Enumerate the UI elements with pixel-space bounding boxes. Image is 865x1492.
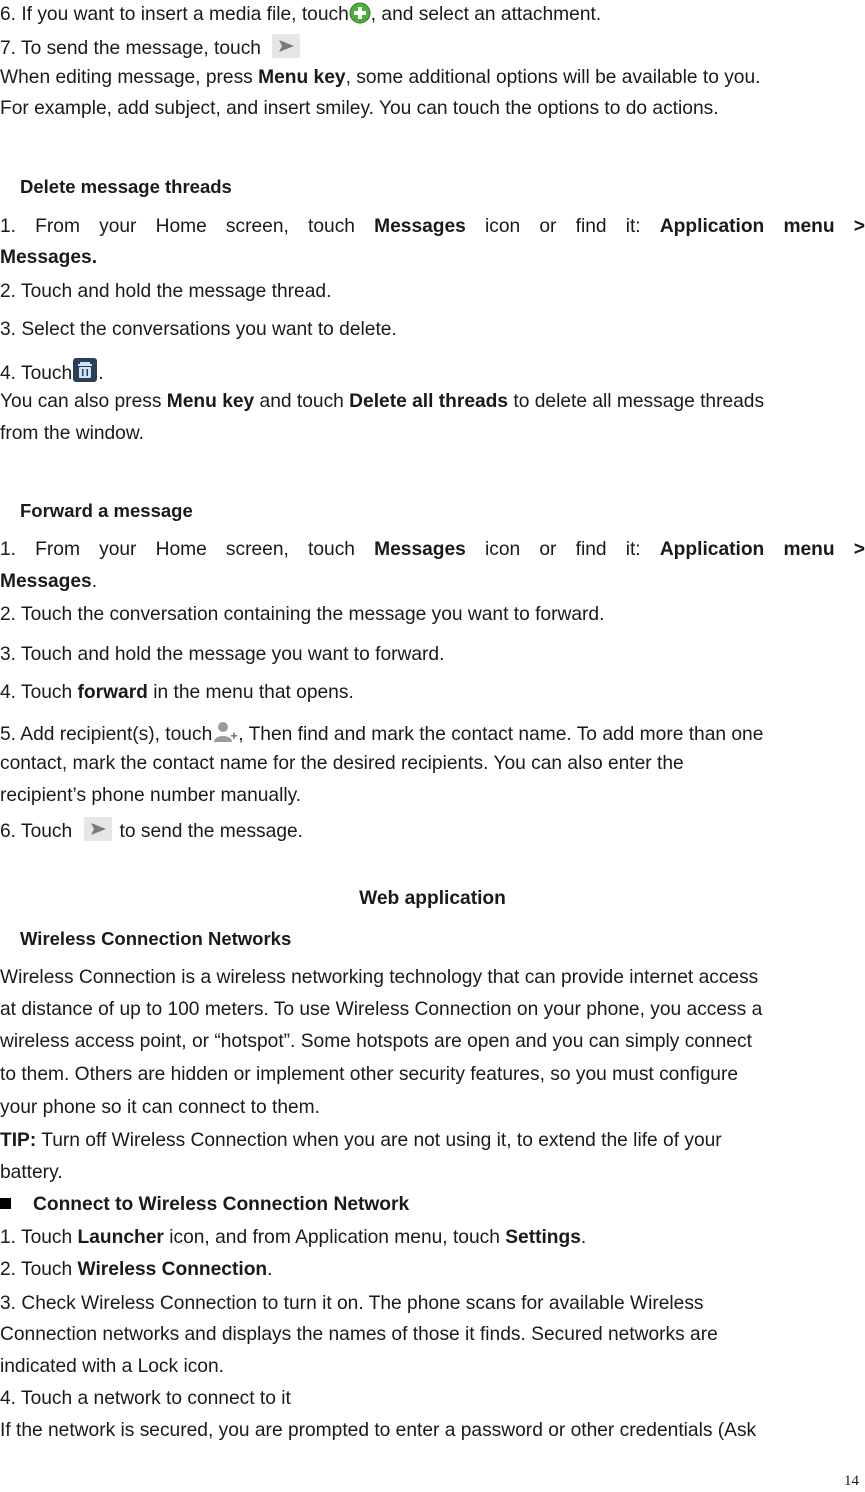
- wireless-para-3: wireless access point, or “hotspot”. Some hotspots are open and you can simply connect: [0, 1031, 752, 1052]
- add-attachment-icon: [349, 2, 371, 31]
- forward-step-5-cont-2: recipient’s phone number manually.: [0, 785, 302, 806]
- connect-step-1: 1. Touch Launcher icon, and from Application menu, touch Settings.: [0, 1227, 587, 1248]
- delete-step-1: 1. From your Home screen, touch Messages icon or find it: Application menu >: [0, 216, 865, 237]
- forward-step-5-cont-1: contact, mark the contact name for the desired recipients. You can also enter the: [0, 753, 684, 774]
- tip-line: TIP: Turn off Wireless Connection when you are not using it, to extend the life of your: [0, 1130, 722, 1151]
- section-title: Web application: [359, 888, 506, 909]
- send-icon: [272, 34, 300, 65]
- intro-line-3: When editing message, press Menu key, some additional options will be available to you.: [0, 67, 761, 88]
- square-bullet-icon: [0, 1198, 11, 1209]
- delete-step-4: 4. Touch .: [0, 357, 865, 390]
- delete-step-1-cont: Messages.: [0, 247, 98, 268]
- delete-tip-line: You can also press Menu key and touch Delete all threads to delete all message threads: [0, 391, 765, 412]
- delete-step-2: 2. Touch and hold the message thread.: [0, 281, 332, 302]
- tip-line-cont: battery.: [0, 1162, 63, 1183]
- connect-step-3-cont-2: indicated with a Lock icon.: [0, 1356, 224, 1377]
- forward-step-6: 6. Touch to send the message.: [0, 817, 865, 848]
- connect-step-2: 2. Touch Wireless Connection.: [0, 1259, 273, 1280]
- intro-line-1: 6. If you want to insert a media file, touch , and select an attachment.: [0, 2, 865, 31]
- forward-step-2: 2. Touch the conversation containing the message you want to forward.: [0, 604, 605, 625]
- connect-subheading: Connect to Wireless Connection Network: [0, 1193, 865, 1217]
- delete-tip-cont: from the window.: [0, 423, 144, 444]
- wireless-heading: Wireless Connection Networks: [20, 928, 292, 949]
- wireless-para-1: Wireless Connection is a wireless networking technology that can provide internet access: [0, 967, 759, 988]
- connect-step-4: 4. Touch a network to connect to it: [0, 1388, 291, 1409]
- delete-heading: Delete message threads: [20, 176, 232, 197]
- connect-step-3-cont-1: Connection networks and displays the names of those it finds. Secured networks are: [0, 1324, 718, 1345]
- add-contact-icon: [212, 720, 238, 751]
- trash-icon: [72, 357, 98, 390]
- page-number: 14: [844, 1473, 859, 1489]
- delete-step-3: 3. Select the conversations you want to delete.: [0, 319, 397, 340]
- forward-heading: Forward a message: [20, 500, 193, 521]
- wireless-para-4: to them. Others are hidden or implement other security features, so you must configure: [0, 1064, 739, 1085]
- connect-note: If the network is secured, you are prompted to enter a password or other credentials (Ask: [0, 1420, 757, 1441]
- forward-step-4: 4. Touch forward in the menu that opens.: [0, 682, 354, 703]
- connect-step-3: 3. Check Wireless Connection to turn it on. The phone scans for available Wireless: [0, 1293, 704, 1314]
- intro-line-4: For example, add subject, and insert smiley. You can touch the options to do actions.: [0, 98, 719, 119]
- forward-step-3: 3. Touch and hold the message you want to forward.: [0, 644, 445, 665]
- send-icon: [84, 817, 112, 848]
- wireless-para-5: your phone so it can connect to them.: [0, 1097, 320, 1118]
- forward-step-1: 1. From your Home screen, touch Messages icon or find it: Application menu >: [0, 539, 865, 560]
- forward-step-1-cont: Messages.: [0, 571, 98, 592]
- forward-step-5: 5. Add recipient(s), touch , Then find and mark the contact name. To add more than one: [0, 720, 865, 751]
- wireless-para-2: at distance of up to 100 meters. To use Wireless Connection on your phone, you access a: [0, 999, 763, 1020]
- intro-line-2: 7. To send the message, touch: [0, 34, 865, 65]
